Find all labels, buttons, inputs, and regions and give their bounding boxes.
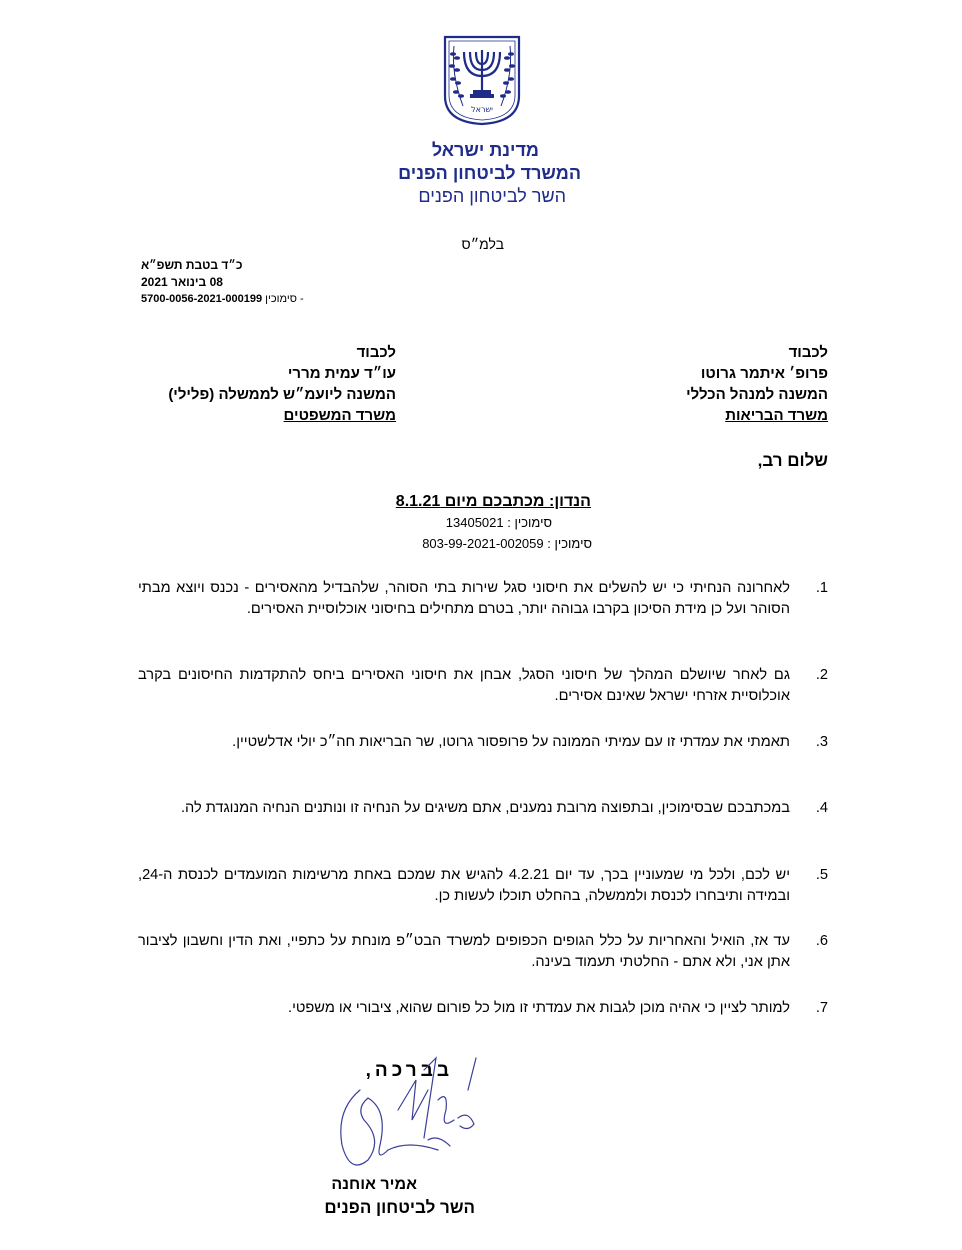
paragraph xyxy=(138,798,828,819)
paragraph-number: 4. xyxy=(815,800,828,816)
subject-reference: סימוכין : 803-99-2021-002059 xyxy=(422,536,592,551)
paragraph-text: תאמתי את עמדתי זו עם עמיתי הממונה על פרופסור גרוטו, שר הבריאות חה״כ יולי אדלשטיין. xyxy=(232,734,790,750)
recipient-office: משרד המשפטים xyxy=(283,407,396,424)
paragraph-text: למותר לציין כי אהיה מוכן לגבות את עמדתי זו מול כל פורום שהוא, ציבורי או משפטי. xyxy=(288,1000,790,1016)
handwritten-signature xyxy=(328,1050,488,1180)
state-name: מדינת ישראל xyxy=(431,140,539,160)
reference-label: סימוכין - xyxy=(265,293,304,305)
paragraph xyxy=(138,732,828,753)
paragraph-text: יש לכם, ולכל מי שמעוניין בכך, עד יום 4.2.21 להגיש את שמכם באחת מרשימות המועמדים לכנסת ה-24, ובמידה ותיבחרו לכנסת ולממשלה, בהחלט תוכלו לעשות כן. xyxy=(138,867,790,904)
paragraph xyxy=(138,865,828,907)
paragraph-text: גם לאחר שיושלם המהלך של חיסוני הסגל, אבחן את חיסוני האסירים ביחס להתקדמות החיסונים בקרב אוכלוסיית אזרחי ישראל שאינם אסירים. xyxy=(138,667,790,704)
paragraph-number: 1. xyxy=(815,580,828,596)
recipient-salutation: לכבוד xyxy=(788,344,828,361)
paragraph xyxy=(138,578,828,620)
greeting: שלום רב, xyxy=(757,451,828,470)
signer-name: אמיר אוחנה xyxy=(331,1176,417,1193)
classification-label: בלמ״ס xyxy=(461,236,504,252)
recipient-justice xyxy=(168,342,396,426)
paragraph-number: 7. xyxy=(815,1000,828,1016)
paragraph-number: 3. xyxy=(815,734,828,750)
paragraph-number: 2. xyxy=(815,667,828,683)
paragraph-text: לאחרונה הנחיתי כי יש להשלים את חיסוני סגל שירות בתי הסוהר, שלהבדיל מהאסירים - נכנס ויוצא מבתי הסוהר ועל כן מידת הסיכון בקרבו גבוהה יותר, בטרם מתחילים בחיסוני אוכלוסיית האסירים. xyxy=(138,580,790,617)
paragraph-number: 6. xyxy=(815,933,828,949)
office-name: השר לביטחון הפנים xyxy=(418,186,566,206)
recipient-health xyxy=(686,342,828,426)
recipient-role: המשנה ליועמ״ש לממשלה (פלילי) xyxy=(168,386,396,403)
recipient-office: משרד הבריאות xyxy=(725,407,828,424)
svg-text:ישראל: ישראל xyxy=(471,105,493,114)
hebrew-date: כ״ד בטבת תשפ״א xyxy=(141,258,243,272)
paragraph xyxy=(138,931,828,973)
recipient-salutation: לכבוד xyxy=(356,344,396,361)
gregorian-date: 08 בינואר 2021 xyxy=(141,275,223,289)
recipient-name: פרופ׳ איתמר גרוטו xyxy=(700,365,828,382)
signer-title: השר לביטחון הפנים xyxy=(324,1198,475,1217)
paragraph xyxy=(138,998,828,1019)
state-emblem xyxy=(441,34,523,126)
document-reference xyxy=(141,293,304,305)
menorah-emblem-icon xyxy=(441,34,523,126)
signature-icon xyxy=(328,1050,488,1180)
paragraph-text: במכתבכם שבסימוכין, ובתפוצה מרובת נמענים, אתם משיגים על הנחיה זו ונותנים הנחיה המנוגדת לה. xyxy=(180,800,790,816)
recipient-role: המשנה למנהל הכללי xyxy=(686,386,828,403)
paragraph-number: 5. xyxy=(815,867,828,883)
subject-line: הנדון: מכתבכם מיום 8.1.21 xyxy=(395,493,591,510)
ministry-name: המשרד לביטחון הפנים xyxy=(398,163,581,183)
paragraph xyxy=(138,665,828,707)
recipient-name: עו״ד עמית מררי xyxy=(287,365,396,382)
reference-number: 5700-0056-2021-000199 xyxy=(141,293,263,305)
paragraph-text: עד אז, הואיל והאחריות על כלל הגופים הכפופים למשרד הבט״פ מונחת על כתפיי, ואת הדין וחשבון לציבור אתן אני, ולא אתם - החלטתי תעמוד בעינה. xyxy=(138,933,790,970)
closing-phrase: בברכה, xyxy=(365,1060,453,1081)
subject-reference: סימוכין : 13405021 xyxy=(445,515,552,530)
